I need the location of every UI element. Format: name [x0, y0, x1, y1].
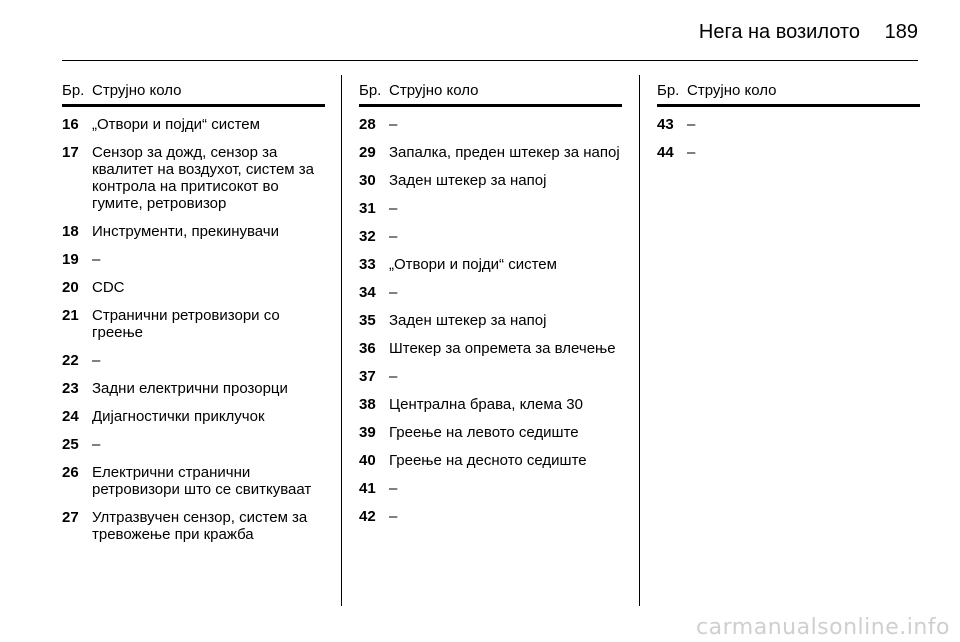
table-row: [359, 256, 622, 284]
fuse-number: 21: [62, 307, 79, 324]
table-row: [359, 340, 622, 368]
table-row: [62, 436, 325, 464]
circuit-description: Греење на десното седиште: [389, 452, 587, 469]
table-header: [359, 82, 622, 107]
table-row: [62, 352, 325, 380]
circuit-description: Ултразвучен сензор, систем за тревожење при кражба: [92, 509, 308, 543]
table-header: [657, 82, 920, 107]
circuit-description: Греење на левото седиште: [389, 424, 579, 441]
circuit-description: Странични ретровизори со греење: [92, 307, 280, 341]
fuse-number: 30: [359, 172, 376, 189]
table-row: [359, 200, 622, 228]
table-row: [657, 144, 920, 172]
table-row: [62, 464, 325, 509]
fuse-number: 18: [62, 223, 79, 240]
fuse-number: 42: [359, 508, 376, 525]
table-row: [359, 480, 622, 508]
table-row: [62, 144, 325, 223]
circuit-description: –: [389, 228, 398, 245]
circuit-description: Сензор за дожд, сензор за квалитет на воздухот, систем за контрола на притисокот во гумите, ретровизор: [92, 144, 314, 212]
fuse-number: 32: [359, 228, 376, 245]
watermark: carmanualsonline.info: [696, 615, 950, 640]
circuit-description: –: [389, 116, 398, 133]
circuit-description: Електрични странични ретровизори што се свиткуваат: [92, 464, 312, 498]
circuit-description: „Отвори и појди“ систем: [389, 256, 557, 273]
circuit-description: Задни електрични прозорци: [92, 380, 288, 397]
circuit-description: –: [389, 508, 398, 525]
header-divider: [62, 60, 918, 61]
table-row: [359, 116, 622, 144]
page-number: 189: [884, 21, 918, 43]
fuse-number: 25: [62, 436, 79, 453]
fuse-number: 27: [62, 509, 79, 526]
circuit-description: Заден штекер за напој: [389, 172, 547, 189]
circuit-description: Инструменти, прекинувачи: [92, 223, 280, 240]
circuit-description: –: [389, 284, 398, 301]
table-row: [62, 408, 325, 436]
fuse-number: 43: [657, 116, 674, 133]
table-row: [657, 116, 920, 144]
circuit-description: –: [389, 480, 398, 497]
fuse-number: 38: [359, 396, 376, 413]
header-circuit-label: Струјно коло: [389, 82, 479, 99]
circuit-description: –: [687, 144, 696, 161]
table-row: [359, 228, 622, 256]
table-row: [359, 144, 622, 172]
fuse-number: 19: [62, 251, 79, 268]
circuit-description: Заден штекер за напој: [389, 312, 547, 329]
fuse-number: 35: [359, 312, 376, 329]
fuse-number: 41: [359, 480, 376, 497]
circuit-description: Штекер за опремета за влечење: [389, 340, 616, 357]
column-divider-1: [341, 75, 342, 606]
table-row: [359, 424, 622, 452]
fuse-number: 17: [62, 144, 79, 161]
fuse-number: 16: [62, 116, 79, 133]
table-row: [359, 284, 622, 312]
fuse-number: 24: [62, 408, 79, 425]
circuit-description: –: [92, 251, 101, 268]
table-row: [359, 368, 622, 396]
table-rows: [62, 116, 325, 554]
circuit-description: –: [389, 200, 398, 217]
fuse-number: 22: [62, 352, 79, 369]
table-rows: [359, 116, 622, 536]
header-circuit-label: Струјно коло: [687, 82, 777, 99]
fuse-table-column-3: [657, 82, 920, 172]
fuse-number: 33: [359, 256, 376, 273]
fuse-number: 28: [359, 116, 376, 133]
fuse-number: 40: [359, 452, 376, 469]
header-no-label: Бр.: [657, 82, 680, 99]
table-row: [359, 312, 622, 340]
fuse-number: 44: [657, 144, 674, 161]
table-row: [62, 251, 325, 279]
fuse-table-column-2: [359, 82, 622, 536]
circuit-description: „Отвори и појди“ систем: [92, 116, 260, 133]
table-row: [62, 509, 325, 554]
table-row: [359, 452, 622, 480]
header-no-label: Бр.: [359, 82, 382, 99]
fuse-number: 20: [62, 279, 79, 296]
circuit-description: –: [687, 116, 696, 133]
table-row: [62, 116, 325, 144]
fuse-number: 31: [359, 200, 376, 217]
circuit-description: Централна брава, клема 30: [389, 396, 583, 413]
fuse-number: 37: [359, 368, 376, 385]
table-row: [62, 223, 325, 251]
circuit-description: Дијагностички приклучок: [92, 408, 265, 425]
fuse-table-column-1: [62, 82, 325, 554]
fuse-number: 23: [62, 380, 79, 397]
circuit-description: –: [389, 368, 398, 385]
column-divider-2: [639, 75, 640, 606]
table-header: [62, 82, 325, 107]
table-row: [359, 508, 622, 536]
circuit-description: –: [92, 352, 101, 369]
fuse-number: 36: [359, 340, 376, 357]
circuit-description: –: [92, 436, 101, 453]
fuse-number: 26: [62, 464, 79, 481]
header-circuit-label: Струјно коло: [92, 82, 182, 99]
table-row: [359, 172, 622, 200]
table-row: [62, 307, 325, 352]
table-rows: [657, 116, 920, 172]
page-title: Нега на возилото: [698, 21, 860, 43]
table-row: [359, 396, 622, 424]
table-row: [62, 279, 325, 307]
fuse-number: 34: [359, 284, 376, 301]
circuit-description: Запалка, преден штекер за напој: [389, 144, 620, 161]
circuit-description: CDC: [92, 279, 125, 296]
fuse-number: 39: [359, 424, 376, 441]
fuse-number: 29: [359, 144, 376, 161]
table-row: [62, 380, 325, 408]
header-no-label: Бр.: [62, 82, 85, 99]
